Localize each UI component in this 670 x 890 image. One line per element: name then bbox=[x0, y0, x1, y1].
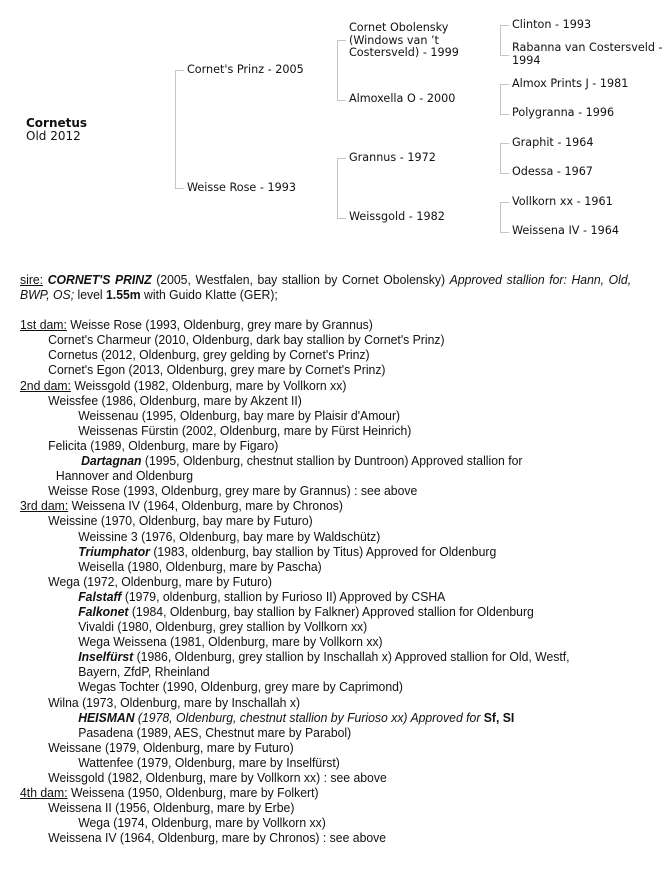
pedigree-connector bbox=[500, 143, 509, 174]
offspring-entry: Weisella (1980, Oldenburg, mare by Pascha) bbox=[78, 559, 322, 574]
sire-approvals: Approved stallion for: Hann, Old, BWP, OS; bbox=[20, 273, 632, 303]
second-dam-text: Weissgold (1982, Oldenburg, mare by Vollkorn xx) bbox=[70, 378, 347, 393]
fourth-dam-label: 4th dam: bbox=[20, 786, 68, 801]
offspring-entry: Weissena IV (1964, Oldenburg, mare by Chronos) : see above bbox=[48, 831, 387, 846]
dds-node[interactable]: Vollkorn xx - 1961 bbox=[512, 195, 613, 208]
subject-horse bbox=[26, 117, 87, 142]
third-dam-label: 3rd dam: bbox=[20, 499, 69, 514]
offspring-entry-approved bbox=[20, 605, 631, 620]
offspring-entry-approved bbox=[20, 590, 631, 605]
dam-line-document bbox=[20, 273, 631, 846]
offspring-entry: Wilna (1973, Oldenburg, mare by Inschallah x) bbox=[48, 695, 301, 710]
offspring-entry: Cornetus (2012, Oldenburg, grey gelding by Cornet's Prinz) bbox=[48, 348, 370, 363]
first-dam-text: Weisse Rose (1993, Oldenburg, grey mare by Grannus) bbox=[66, 318, 373, 333]
offspring-entry-approved bbox=[20, 545, 631, 560]
offspring-entry: Wegas Tochter (1990, Oldenburg, grey mare by Caprimond) bbox=[78, 680, 403, 695]
fourth-dam-text: Weissena (1950, Oldenburg, mare by Folkert) bbox=[67, 786, 319, 801]
dam-dam-node[interactable]: Weissgold - 1982 bbox=[349, 210, 445, 223]
fourth-dam-line bbox=[20, 786, 631, 801]
offspring-entry: Wega (1974, Oldenburg, mare by Vollkorn xx) bbox=[78, 816, 326, 831]
approved-stallion-name: Triumphator bbox=[78, 544, 150, 559]
offspring-entry: Weissane (1979, Oldenburg, mare by Futuro) bbox=[48, 740, 294, 755]
offspring-entry: Felicita (1989, Oldenburg, mare by Figaro) bbox=[48, 438, 279, 453]
third-dam-line bbox=[20, 499, 631, 514]
third-dam-text: Weissena IV (1964, Oldenburg, mare by Chronos) bbox=[68, 499, 343, 514]
first-dam-line bbox=[20, 318, 631, 333]
approved-stallion-name: Inselfürst bbox=[78, 650, 134, 665]
offspring-entry-approved bbox=[20, 711, 631, 726]
ssd-line2: 1994 bbox=[512, 53, 541, 67]
sss-node[interactable]: Clinton - 1993 bbox=[512, 18, 592, 31]
approved-stallion-details: (1983, oldenburg, bay stallion by Titus) Approved for Oldenburg bbox=[149, 544, 497, 559]
offspring-entry: Weissena II (1956, Oldenburg, mare by Erbe) bbox=[48, 801, 295, 816]
pedigree-connector bbox=[337, 40, 346, 101]
sire-details: (2005, Westfalen, bay stallion by Cornet Obolensky) bbox=[151, 273, 450, 287]
offspring-entry-continuation: Hannover and Oldenburg bbox=[55, 469, 194, 484]
approved-stallion-details: (1978, Oldenburg, chestnut stallion by Furioso xx) Approved for bbox=[134, 710, 484, 725]
sire-node[interactable]: Cornet's Prinz - 2005 bbox=[187, 63, 304, 76]
sire-sire-line2: (Windows van ’t bbox=[349, 33, 439, 47]
approved-stallion-name: HEISMAN bbox=[78, 710, 135, 725]
offspring-entry-approved bbox=[20, 454, 631, 469]
first-dam-label: 1st dam: bbox=[20, 318, 67, 333]
sire-level-prefix: level bbox=[74, 288, 107, 303]
dam-sire-node[interactable]: Grannus - 1972 bbox=[349, 151, 436, 164]
approved-stallion-name: Falstaff bbox=[78, 589, 122, 604]
sire-name: CORNET'S PRINZ bbox=[47, 273, 152, 287]
offspring-entry-continuation: Bayern, ZfdP, Rheinland bbox=[78, 665, 210, 680]
sire-sire-line1: Cornet Obolensky bbox=[349, 21, 449, 34]
dsd-node[interactable]: Odessa - 1967 bbox=[512, 165, 593, 178]
offspring-entry: Wega (1972, Oldenburg, mare by Futuro) bbox=[48, 574, 272, 589]
approved-stallion-details: (1986, Oldenburg, grey stallion by Inschallah x) Approved stallion for Old, Westf, bbox=[133, 650, 570, 665]
offspring-entry: Wattenfee (1979, Oldenburg, mare by Inselfürst) bbox=[78, 755, 340, 770]
offspring-entry: Weissenas Fürstin (2002, Oldenburg, mare by Fürst Heinrich) bbox=[78, 423, 412, 438]
approved-stallion-details: (1979, oldenburg, stallion by Furioso II) Approved by CSHA bbox=[121, 589, 446, 604]
subject-name: Cornetus bbox=[26, 116, 88, 130]
offspring-entry: Weissenau (1995, Oldenburg, bay mare by Plaisir d'Amour) bbox=[78, 408, 401, 423]
pedigree-connector bbox=[175, 70, 184, 189]
offspring-entry: Weisse Rose (1993, Oldenburg, grey mare by Grannus) : see above bbox=[48, 484, 418, 499]
pedigree-connector bbox=[337, 158, 346, 219]
sire-rider: with Guido Klatte (GER); bbox=[140, 288, 278, 303]
approved-stallion-details: (1995, Oldenburg, chestnut stallion by Duntroon) Approved stallion for bbox=[141, 454, 523, 469]
approved-stallion-name: Falkonet bbox=[78, 604, 129, 619]
pedigree-connector bbox=[500, 84, 509, 115]
sire-sire-line3: Costersveld) - 1999 bbox=[349, 46, 459, 59]
sire-dam-node[interactable]: Almoxella O - 2000 bbox=[349, 92, 456, 105]
pedigree-chart bbox=[0, 0, 670, 255]
dss-node[interactable]: Graphit - 1964 bbox=[512, 136, 594, 149]
offspring-entry: Cornet's Egon (2013, Oldenburg, grey mare by Cornet's Prinz) bbox=[48, 363, 386, 378]
offspring-entry: Vivaldi (1980, Oldenburg, grey stallion by Vollkorn xx) bbox=[78, 620, 368, 635]
second-dam-line bbox=[20, 379, 631, 394]
subject-subtitle: Old 2012 bbox=[26, 128, 81, 143]
second-dam-label: 2nd dam: bbox=[20, 378, 71, 393]
offspring-entry: Pasadena (1989, AES, Chestnut mare by Parabol) bbox=[78, 725, 352, 740]
sire-paragraph bbox=[20, 273, 631, 303]
ssd-line1: Rabanna van Costersveld - bbox=[512, 41, 663, 54]
pedigree-connector bbox=[500, 202, 509, 233]
offspring-entry: Wega Weissena (1981, Oldenburg, mare by Vollkorn xx) bbox=[78, 635, 383, 650]
offspring-entry-approved bbox=[20, 650, 631, 665]
approved-studbooks: Sf, SI bbox=[483, 710, 515, 725]
offspring-entry: Cornet's Charmeur (2010, Oldenburg, dark bay stallion by Cornet's Prinz) bbox=[48, 333, 445, 348]
offspring-entry: Weissgold (1982, Oldenburg, mare by Vollkorn xx) : see above bbox=[48, 771, 387, 785]
dam-node[interactable]: Weisse Rose - 1993 bbox=[187, 181, 296, 194]
sire-label: sire: bbox=[20, 273, 44, 287]
ssd-node[interactable] bbox=[512, 42, 663, 67]
approved-stallion-details: (1984, Oldenburg, bay stallion by Falkner) Approved stallion for Oldenburg bbox=[128, 604, 534, 619]
offspring-entry: Weissine 3 (1976, Oldenburg, bay mare by Waldschütz) bbox=[78, 529, 381, 544]
offspring-entry: Weissine (1970, Oldenburg, bay mare by Futuro) bbox=[48, 514, 313, 529]
sds-node[interactable]: Almox Prints J - 1981 bbox=[512, 77, 629, 90]
approved-stallion-name: Dartagnan bbox=[81, 454, 142, 469]
sire-sire-node[interactable] bbox=[349, 22, 459, 60]
ddd-node[interactable]: Weissena IV - 1964 bbox=[512, 224, 620, 237]
offspring-entry: Weissfee (1986, Oldenburg, mare by Akzent II) bbox=[48, 393, 302, 408]
pedigree-connector bbox=[500, 25, 509, 56]
sire-level: 1.55m bbox=[106, 288, 141, 303]
sdd-node[interactable]: Polygranna - 1996 bbox=[512, 106, 615, 119]
